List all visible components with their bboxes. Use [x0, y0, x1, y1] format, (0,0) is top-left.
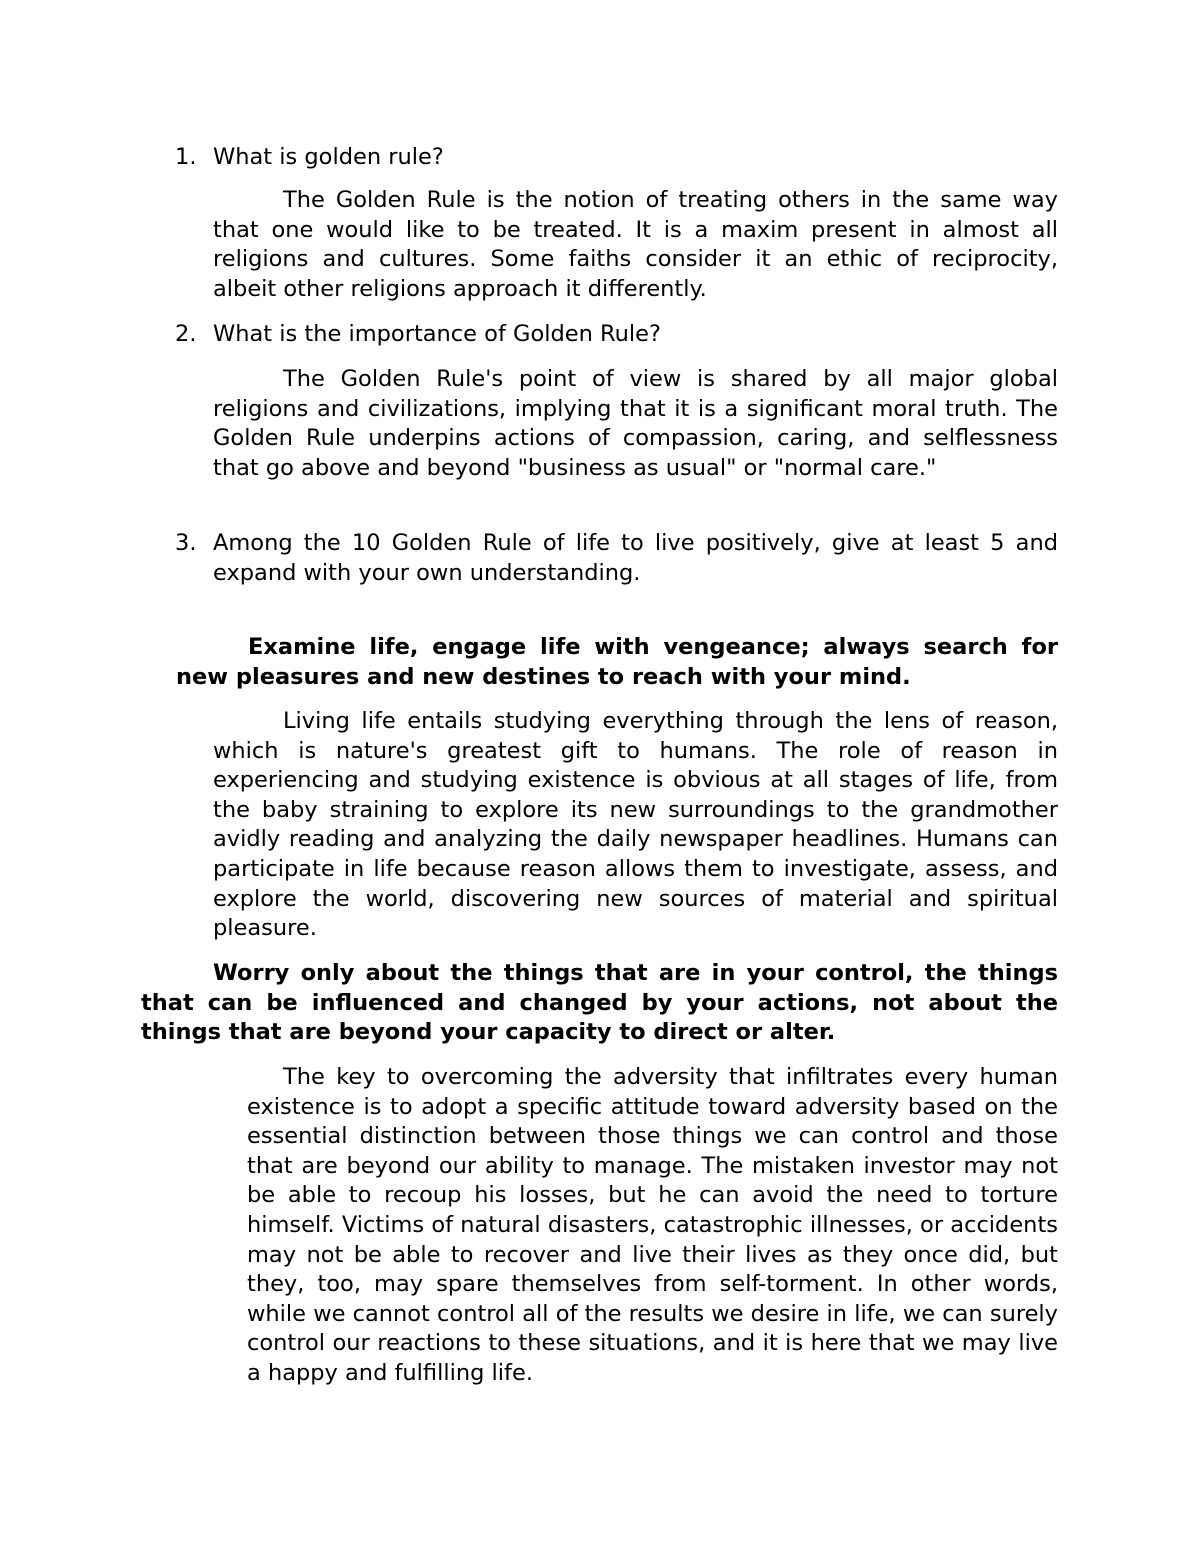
question-text: Among the 10 Golden Rule of life to live positively, give at least 5 and expand with your own understanding.	[213, 530, 1058, 586]
question-text: What is golden rule?	[213, 144, 444, 170]
question-number: 2.	[175, 321, 197, 347]
answer-paragraph: The Golden Rule's point of view is shared by all major global religions and civilizations, implying that it is a significant moral truth. The Golden Rule underpins actions of compassion, caring, and selflessness that go above and beyond "business as usual" or "normal care."	[213, 366, 1058, 481]
answer-paragraph: The Golden Rule is the notion of treating others in the same way that one would like to be treated. It is a maxim present in almost all religions and cultures. Some faiths consider it an ethic of reciprocity, albeit other religions approach it differently.	[213, 187, 1058, 302]
question-number: 1.	[175, 144, 197, 170]
rule-heading: Worry only about the things that are in your control, the things that can be influenced and changed by your actions, not about the things that are beyond your capacity to direct or alter.	[141, 960, 1058, 1046]
rule-body: The key to overcoming the adversity that infiltrates every human existence is to adopt a specific attitude toward adversity based on the essential distinction between those things we can control and those that are beyond our ability to manage. The mistaken investor may not be able to recoup his losses, but he can avoid the need to torture himself. Victims of natural disasters, catastrophic illnesses, or accidents may not be able to recover and live their lives as they once did, but they, too, may spare themselves from self-torment. In other words, while we cannot control all of the results we desire in life, we can surely control our reactions to these situations, and it is here that we may live a happy and fulfilling life.	[247, 1064, 1058, 1386]
rule-heading: Examine life, engage life with vengeance; always search for new pleasures and new destines to reach with your mind.	[176, 634, 1058, 690]
question-number: 3.	[175, 530, 197, 556]
rule-body: Living life entails studying everything through the lens of reason, which is nature's greatest gift to humans. The role of reason in experiencing and studying existence is obvious at all stages of life, from the baby straining to explore its new surroundings to the grandmother avidly reading and analyzing the daily newspaper headlines. Humans can participate in life because reason allows them to investigate, assess, and explore the world, discovering new sources of material and spiritual pleasure.	[213, 708, 1058, 942]
question-text: What is the importance of Golden Rule?	[213, 321, 661, 347]
